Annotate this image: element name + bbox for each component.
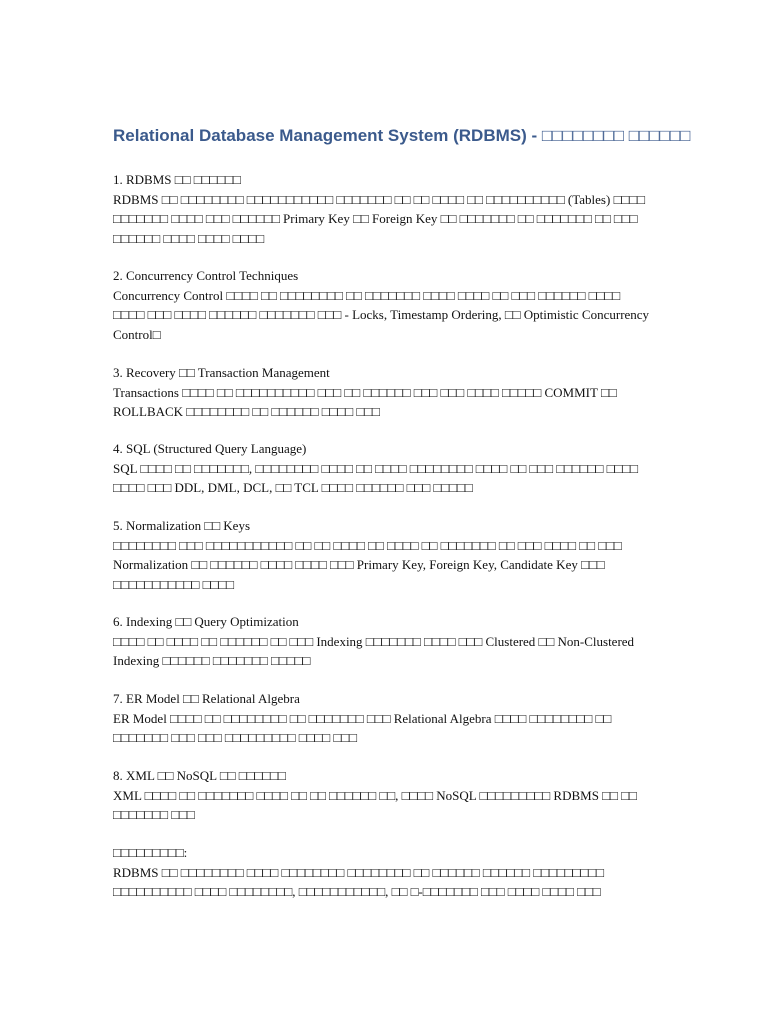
section-conclusion <box>113 843 653 902</box>
section-xml-nosql <box>113 766 653 825</box>
section-body: □□□□ □□ □□□□ □□ □□□□□□ □□ □□□ Indexing □□□□□□□ □□□□ □□□ Clustered □□ Non-Clustered Indexing □□□□□□ □□□□□□□ □□□□□ <box>113 633 635 668</box>
section-recovery <box>113 363 653 422</box>
section-heading: 7. ER Model □□ Relational Algebra <box>113 691 300 706</box>
section-heading: 8. XML □□ NoSQL □□ □□□□□□ <box>113 768 286 783</box>
section-body: ER Model □□□□ □□ □□□□□□□□ □□ □□□□□□□ □□□ Relational Algebra □□□□ □□□□□□□□ □□ □□□□□□□ □□□ □□□ □□□□□□□□□ □□□□ □□□ <box>113 710 612 745</box>
section-heading: 6. Indexing □□ Query Optimization <box>113 614 299 629</box>
section-heading: 5. Normalization □□ Keys <box>113 518 251 533</box>
section-body: RDBMS □□ □□□□□□□□ □□□□ □□□□□□□□ □□□□□□□□ □□ □□□□□□ □□□□□□ □□□□□□□□□ □□□□□□□□□□ □□□□ □□□□□□□□, □□□□□□□□□□□, □□ □-□□□□□□□ □□□ □□□□ □□□□ □□□ <box>113 864 604 899</box>
section-body: XML □□□□ □□ □□□□□□□ □□□□ □□ □□ □□□□□□ □□, □□□□ NoSQL □□□□□□□□□ RDBMS □□ □□ □□□□□□□ □□□ <box>113 787 637 822</box>
section-body: SQL □□□□ □□ □□□□□□□, □□□□□□□□ □□□□ □□ □□□□ □□□□□□□□ □□□□ □□ □□□ □□□□□□ □□□□ □□□□ □□□ DDL, DML, DCL, □□ TCL □□□□ □□□□□□ □□□ □□□□□ <box>113 460 638 495</box>
section-indexing <box>113 612 653 671</box>
section-body: □□□□□□□□ □□□ □□□□□□□□□□□ □□ □□ □□□□ □□ □□□□ □□ □□□□□□□ □□ □□□ □□□□ □□ □□□ Normalization □□ □□□□□□ □□□□ □□□□ □□□ Primary Key, Foreign Key, Candidate Key □□□ □□□□□□□□□□□ □□□□ <box>113 537 622 592</box>
section-er-model <box>113 689 653 748</box>
section-heading: 1. RDBMS □□ □□□□□□ <box>113 172 241 187</box>
section-concurrency-control <box>113 266 653 344</box>
section-sql <box>113 439 653 498</box>
section-heading: 4. SQL (Structured Query Language) <box>113 441 307 456</box>
section-body: RDBMS □□ □□□□□□□□ □□□□□□□□□□□ □□□□□□□ □□ □□ □□□□ □□ □□□□□□□□□□ (Tables) □□□□ □□□□□□□ □□□□ □□□ □□□□□□ Primary Key □□ Foreign Key □□ □□□□□□□ □□ □□□□□□□ □□ □□□ □□□□□□ □□□□ □□□□ □□□□ <box>113 191 645 246</box>
section-heading: 3. Recovery □□ Transaction Management <box>113 365 330 380</box>
section-body: Concurrency Control □□□□ □□ □□□□□□□□ □□ □□□□□□□ □□□□ □□□□ □□ □□□ □□□□□□ □□□□ □□□□ □□□ □□□□ □□□□□□ □□□□□□□ □□□ - Locks, Timestamp Ordering, □□ Optimistic Concurrency Control□ <box>113 287 650 342</box>
section-heading: □□□□□□□□□: <box>113 845 188 860</box>
section-body: Transactions □□□□ □□ □□□□□□□□□□ □□□ □□ □□□□□□ □□□ □□□ □□□□ □□□□□ COMMIT □□ ROLLBACK □□□□□□□□ □□ □□□□□□ □□□□ □□□ <box>113 384 617 419</box>
section-rdbms-intro <box>113 170 653 248</box>
document-title: Relational Database Management System (RDBMS) - □□□□□□□□ □□□□□□ <box>113 126 691 145</box>
section-normalization <box>113 516 653 594</box>
section-heading: 2. Concurrency Control Techniques <box>113 268 299 283</box>
